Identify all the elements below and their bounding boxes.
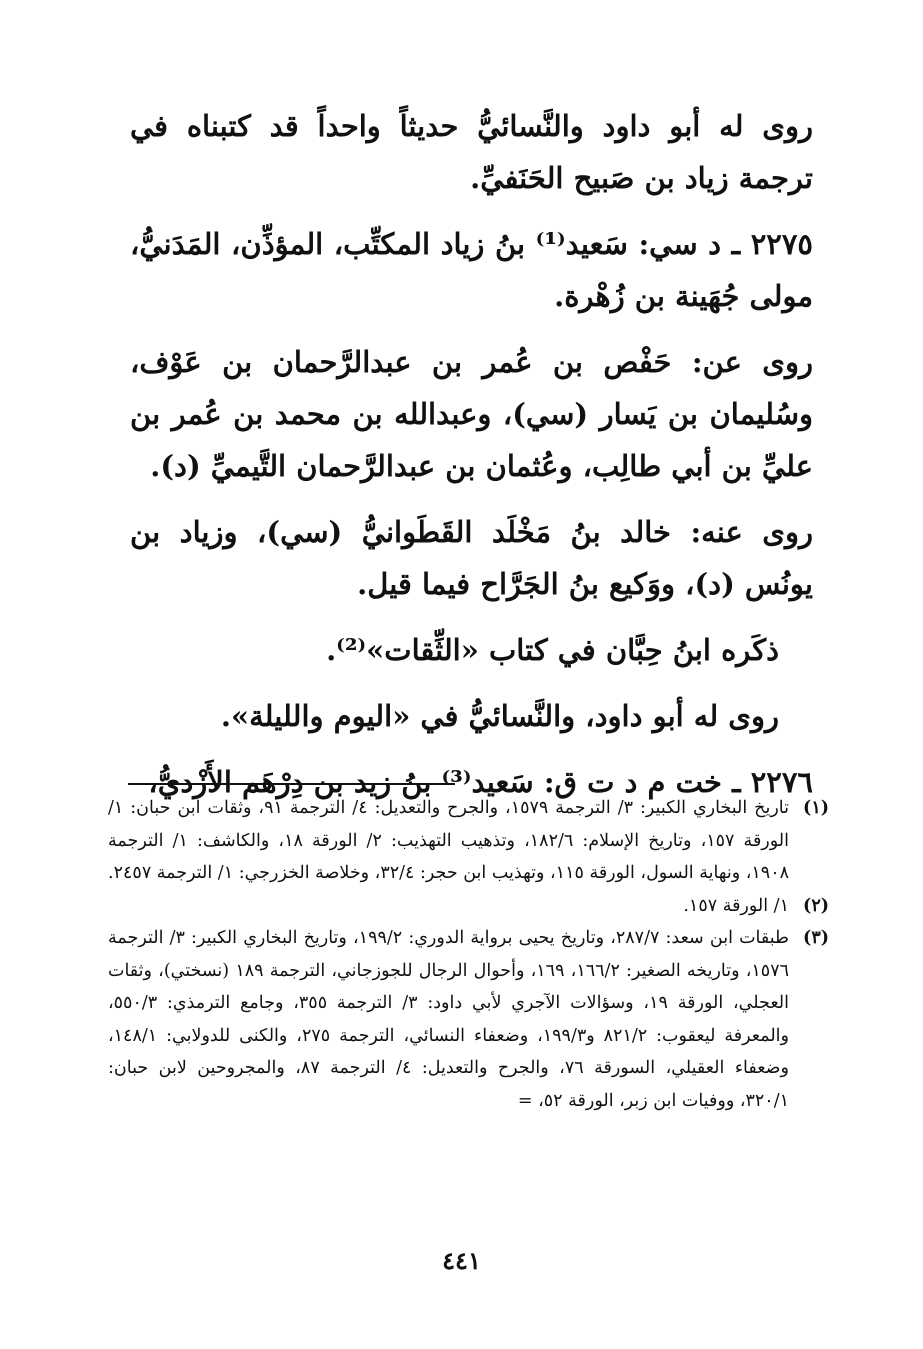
page-number: ٤٤١: [442, 1246, 481, 1275]
main-text: [130, 100, 813, 822]
footnotes: [108, 792, 829, 1117]
entry-2275-narrated-by: روى عنه: خالد بنُ مَخْلَد القَطَوانيُّ (سي)، وزياد بن يونُس (د)، ووَكيع بنُ الجَرَّاح فيما قيل.: [130, 515, 813, 601]
footnote-number: (٢): [803, 895, 829, 916]
entry-2276-heading: ٢٢٧٦ ـ خت م د ت ق: سَعيد⁽³⁾ بنُ زيد بن دِرْهَم الأَزْديُّ،: [148, 765, 813, 799]
footnote-separator: [128, 783, 455, 785]
footnote-text: تاريخ البخاري الكبير: ٣/ الترجمة ١٥٧٩، والجرح والتعديل: ٤/ الترجمة ٩١، وثقات ابن حبان: ١/ الورقة ١٥٧، وتاريخ الإسلام: ١٨٢/٦، وتذهيب التهذيب: ٢/ الورقة ١٨، والكاشف: ١/ الترجمة ١٩٠٨، ونهاية السول، الورقة ١١٥، وتهذيب ابن حجر: ٣٢/٤، وخلاصة الخزرجي: ١/ الترجمة ٢٤٥٧.: [108, 798, 789, 883]
paragraph-continuation: روى له أبو داود والنَّسائيُّ حديثاً واحداً قد كتبناه في ترجمة زياد بن صَبيح الحَنَفيِّ.: [130, 109, 813, 195]
footnote-number: (١): [803, 798, 829, 818]
entry-2275-thiqat: ذكَره ابنُ حِبَّان في كتاب «الثِّقات»⁽²⁾.: [326, 633, 779, 667]
footnote-text: طبقات ابن سعد: ٢٨٧/٧، وتاريخ يحيى برواية الدوري: ١٩٩/٢، وتاريخ البخاري الكبير: ٣/ الترجمة ١٥٧٦، وتاريخه الصغير: ١٦٦/٢، ١٦٩، وأحوال الرجال للجوزجاني، الترجمة ١٨٩ (نسختي)، وثقات العجلي، الورقة ١٩، وسؤالات الآجري لأبي داود: ٣/ الترجمة ٣٥٥، وجامع الترمذي: ٥٥٠/٣، والمعرفة ليعقوب: ٨٢١/٢ و١٩٩/٣، وضعفاء النسائي، الترجمة ٢٧٥، والكنى للدولابي: ١٤٨/١، وضعفاء العقيلي، السورقة ٧٦، والجرح والتعديل: ٤/ الترجمة ٨٧، والمجروحين لابن حبان: ٣٢٠/١، ووفيات ابن زبر، الورقة ٥٢، =: [108, 928, 790, 1111]
entry-2275-heading: ٢٢٧٥ ـ د سي: سَعيد⁽¹⁾ بنُ زياد المكتِّب، المؤذِّن، المَدَنيُّ، مولى جُهَينة بن زُهْرة.: [130, 227, 814, 313]
footnote-1: [108, 792, 829, 890]
footnote-3: [108, 922, 829, 1117]
footnote-2: [108, 890, 829, 923]
footnote-number: (٣): [803, 928, 829, 948]
entry-2275-narrated-for: روى له أبو داود، والنَّسائيُّ في «اليوم والليلة».: [220, 699, 779, 733]
entry-2275-narrated-from: روى عن: حَفْص بن عُمر بن عبدالرَّحمان بن عَوْف، وسُليمان بن يَسار (سي)، وعبدالله بن محمد بن عُمر بن عليِّ بن أبي طالِب، وعُثمان بن عبدالرَّحمان التَّيميِّ (د).: [130, 345, 813, 483]
footnote-text: ١/ الورقة ١٥٧.: [683, 895, 789, 916]
